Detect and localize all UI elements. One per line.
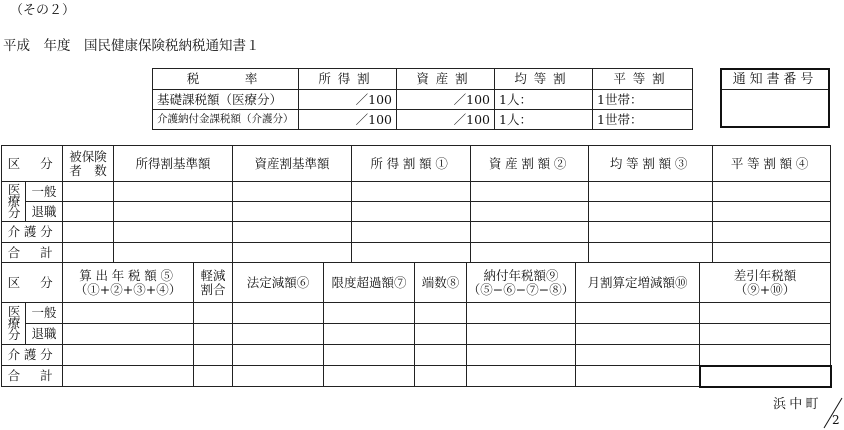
rate-header-equal: 均等割 [495,69,593,90]
town-name: 浜中町 [773,397,822,412]
col-calculated-tax: 算出年税額⑤ （①+②+③+④） [63,263,194,303]
cell[interactable] [233,303,324,324]
rate-header-label: 税 率 [153,69,299,90]
cell[interactable] [63,243,114,263]
row-care-label: 介護分 [2,345,63,366]
notice-number-label: 通知書番号 [722,70,828,90]
cell[interactable] [352,222,471,243]
col-kubun: 区 分 [2,146,63,182]
cell[interactable] [63,182,114,202]
col-net-tax: 差引年税額 （⑨+⑩） [700,263,831,303]
rate-cell: 1世帯： [593,110,693,130]
cell[interactable] [324,324,415,345]
row-retired-label: 退職 [26,202,63,222]
cell[interactable] [352,182,471,202]
cell[interactable] [471,182,589,202]
rate-cell: ／100 [299,90,397,110]
section-label: （その２） [10,3,76,18]
cell[interactable] [471,222,589,243]
cell[interactable] [63,324,194,345]
col-equal-amount: 均等割額③ [589,146,713,182]
row-general-label: 一般 [26,303,63,324]
row-general-label: 一般 [26,182,63,202]
col-flat-amount: 平等割額④ [713,146,831,182]
rate-row-label: 基礎課税額（医療分） [153,90,299,110]
cell[interactable] [576,303,700,324]
cell[interactable] [324,345,415,366]
cell[interactable] [194,303,233,324]
cell[interactable] [233,243,352,263]
cell[interactable] [114,243,233,263]
cell[interactable] [233,324,324,345]
rate-header-asset: 資産割 [397,69,495,90]
cell[interactable] [352,243,471,263]
cell[interactable] [114,182,233,202]
rate-cell: 1人： [495,90,593,110]
notice-number-box [720,68,830,128]
rate-header-income: 所得割 [299,69,397,90]
cell[interactable] [589,243,713,263]
rate-cell: ／100 [299,110,397,130]
cell[interactable] [713,222,831,243]
cell[interactable] [63,202,114,222]
cell[interactable] [114,222,233,243]
cell[interactable] [467,345,576,366]
cell[interactable] [233,345,324,366]
cell[interactable] [233,202,352,222]
cell[interactable] [467,366,576,387]
row-total-label: 合 計 [2,243,63,263]
cell[interactable] [589,182,713,202]
page-number: 2 [832,413,840,427]
rate-cell: 1世帯： [593,90,693,110]
tax-calc-table-1 [1,145,831,263]
tax-rate-table [152,68,693,130]
cell[interactable] [576,345,700,366]
page-title: 平成 年度 国民健康保険税納税通知書１ [3,38,260,54]
cell[interactable] [700,324,831,345]
cell[interactable] [63,345,194,366]
cell[interactable] [63,222,114,243]
tax-calc-table-2 [1,262,832,388]
col-income-amount: 所得割額① [352,146,471,182]
col-reduction-rate: 軽減 割合 [194,263,233,303]
cell[interactable] [114,202,233,222]
col-asset-base: 資産割基準額 [233,146,352,182]
cell[interactable] [471,202,589,222]
cell[interactable] [700,345,831,366]
cell[interactable] [233,222,352,243]
col-legal-reduction: 法定減額⑥ [233,263,324,303]
row-care-label: 介護分 [2,222,63,243]
cell[interactable] [415,324,467,345]
cell[interactable] [713,202,831,222]
col-asset-amount: 資産割額② [471,146,589,182]
cell[interactable] [576,366,700,387]
rate-header-flat: 平等割 [593,69,693,90]
cell[interactable] [415,345,467,366]
cell[interactable] [589,222,713,243]
cell[interactable] [194,345,233,366]
notice-number-value[interactable] [722,90,828,127]
cell[interactable] [233,366,324,387]
row-total-label: 合 計 [2,366,63,387]
cell[interactable] [194,324,233,345]
cell[interactable] [352,202,471,222]
cell[interactable] [713,182,831,202]
rate-cell: ／100 [397,110,495,130]
cell[interactable] [324,303,415,324]
rate-cell: 1人： [495,110,593,130]
cell[interactable] [467,324,576,345]
cell[interactable] [415,366,467,387]
cell[interactable] [233,182,352,202]
col-over-limit: 限度超過額⑦ [324,263,415,303]
col-kubun: 区 分 [2,263,63,303]
cell[interactable] [63,366,194,387]
row-medical-label: 医療分 [2,303,26,345]
cell[interactable] [415,303,467,324]
cell[interactable] [700,303,831,324]
net-tax-total-cell[interactable] [700,366,831,387]
col-monthly-adjust: 月割算定増減額⑩ [576,263,700,303]
cell[interactable] [194,366,233,387]
col-income-base: 所得割基準額 [114,146,233,182]
cell[interactable] [471,243,589,263]
row-retired-label: 退職 [26,324,63,345]
cell[interactable] [713,243,831,263]
cell[interactable] [589,202,713,222]
cell[interactable] [324,366,415,387]
cell[interactable] [467,303,576,324]
col-fraction: 端数⑧ [415,263,467,303]
cell[interactable] [576,324,700,345]
rate-row-label: 介護納付金課税額（介護分） [153,110,299,130]
col-payment-tax: 納付年税額⑨ （⑤−⑥−⑦−⑧） [467,263,576,303]
row-medical-label: 医療分 [2,182,26,222]
rate-cell: ／100 [397,90,495,110]
cell[interactable] [63,303,194,324]
col-insured-count: 被保険 者 数 [63,146,114,182]
